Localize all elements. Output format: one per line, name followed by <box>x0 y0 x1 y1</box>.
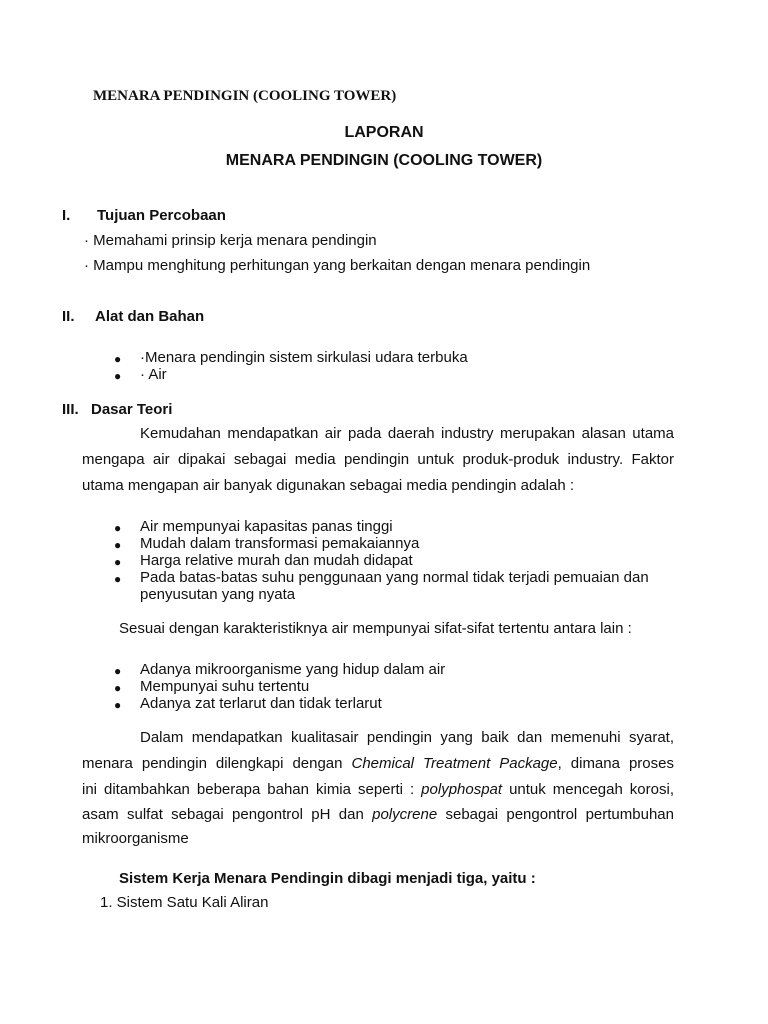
section-2-title: Alat dan Bahan <box>95 308 205 325</box>
bullet-icon: ● <box>114 681 122 695</box>
list-1-item-1: Air mempunyai kapasitas panas tinggi <box>140 518 393 535</box>
section-1-item-2: · Mampu menghitung perhitungan yang berkaitan dengan menara pendingin <box>84 257 591 274</box>
list-1-item-2: Mudah dalam transformasi pemakaiannya <box>140 535 420 552</box>
section-2-item-2: · Air <box>140 366 167 383</box>
list-1-item-3: Harga relative murah dan mudah didapat <box>140 552 413 569</box>
section-2-number: II. <box>62 308 75 325</box>
section-1-title: Tujuan Percobaan <box>97 207 226 224</box>
bullet-icon: ● <box>114 369 122 383</box>
list-2-item-2: Mempunyai suhu tertentu <box>140 678 310 695</box>
para-3-line-2: menara pendingin dilengkapi dengan Chemical Treatment Package, dimana proses <box>82 755 674 772</box>
list-2-item-1: Adanya mikroorganisme yang hidup dalam air <box>140 661 446 678</box>
section-1-number: I. <box>62 207 71 224</box>
para-1-line-3: utama mengapan air banyak digunakan sebagai media pendingin adalah : <box>82 477 575 494</box>
para-3-line-3: ini ditambahkan beberapa bahan kimia seperti : polyphospat untuk mencegah korosi, <box>82 781 674 798</box>
bullet-icon: ● <box>114 698 122 712</box>
bullet-icon: ● <box>114 538 122 552</box>
list-1-item-4: Pada batas-batas suhu penggunaan yang normal tidak terjadi pemuaian dan <box>140 569 649 586</box>
report-title: MENARA PENDINGIN (COOLING TOWER) <box>225 152 543 169</box>
bullet-icon: ● <box>114 521 122 535</box>
section-1-item-1: · Memahami prinsip kerja menara pendingin <box>84 232 377 249</box>
para-1-line-1: Kemudahan mendapatkan air pada daerah industry merupakan alasan utama <box>140 425 674 442</box>
para-3-line-1: Dalam mendapatkan kualitasair pendingin yang baik dan memenuhi syarat, <box>140 729 674 746</box>
list-1-item-4-cont: penyusutan yang nyata <box>140 586 296 603</box>
bullet-icon: ● <box>114 572 122 586</box>
bullet-icon: ● <box>114 352 122 366</box>
bullet-icon: ● <box>114 664 122 678</box>
section-2-item-1: ·Menara pendingin sistem sirkulasi udara terbuka <box>140 349 468 366</box>
para-3-line-5: mikroorganisme <box>82 830 189 847</box>
bullet-icon: ● <box>114 555 122 569</box>
numbered-item-1: 1. Sistem Satu Kali Aliran <box>100 894 269 911</box>
document-header: MENARA PENDINGIN (COOLING TOWER) <box>93 88 397 104</box>
section-3-number: III. <box>62 401 79 418</box>
list-2-item-3: Adanya zat terlarut dan tidak terlarut <box>140 695 382 712</box>
para-2: Sesuai dengan karakteristiknya air mempunyai sifat-sifat tertentu antara lain : <box>119 620 632 637</box>
para-1-line-2: mengapa air dipakai sebagai media pendingin untuk produk-produk industry. Faktor <box>82 451 674 468</box>
section-3-title: Dasar Teori <box>91 401 173 418</box>
subheading-sistem-kerja: Sistem Kerja Menara Pendingin dibagi menjadi tiga, yaitu : <box>119 870 536 887</box>
para-3-line-4: asam sulfat sebagai pengontrol pH dan polycrene sebagai pengontrol pertumbuhan <box>82 806 674 823</box>
report-label: LAPORAN <box>344 124 424 141</box>
